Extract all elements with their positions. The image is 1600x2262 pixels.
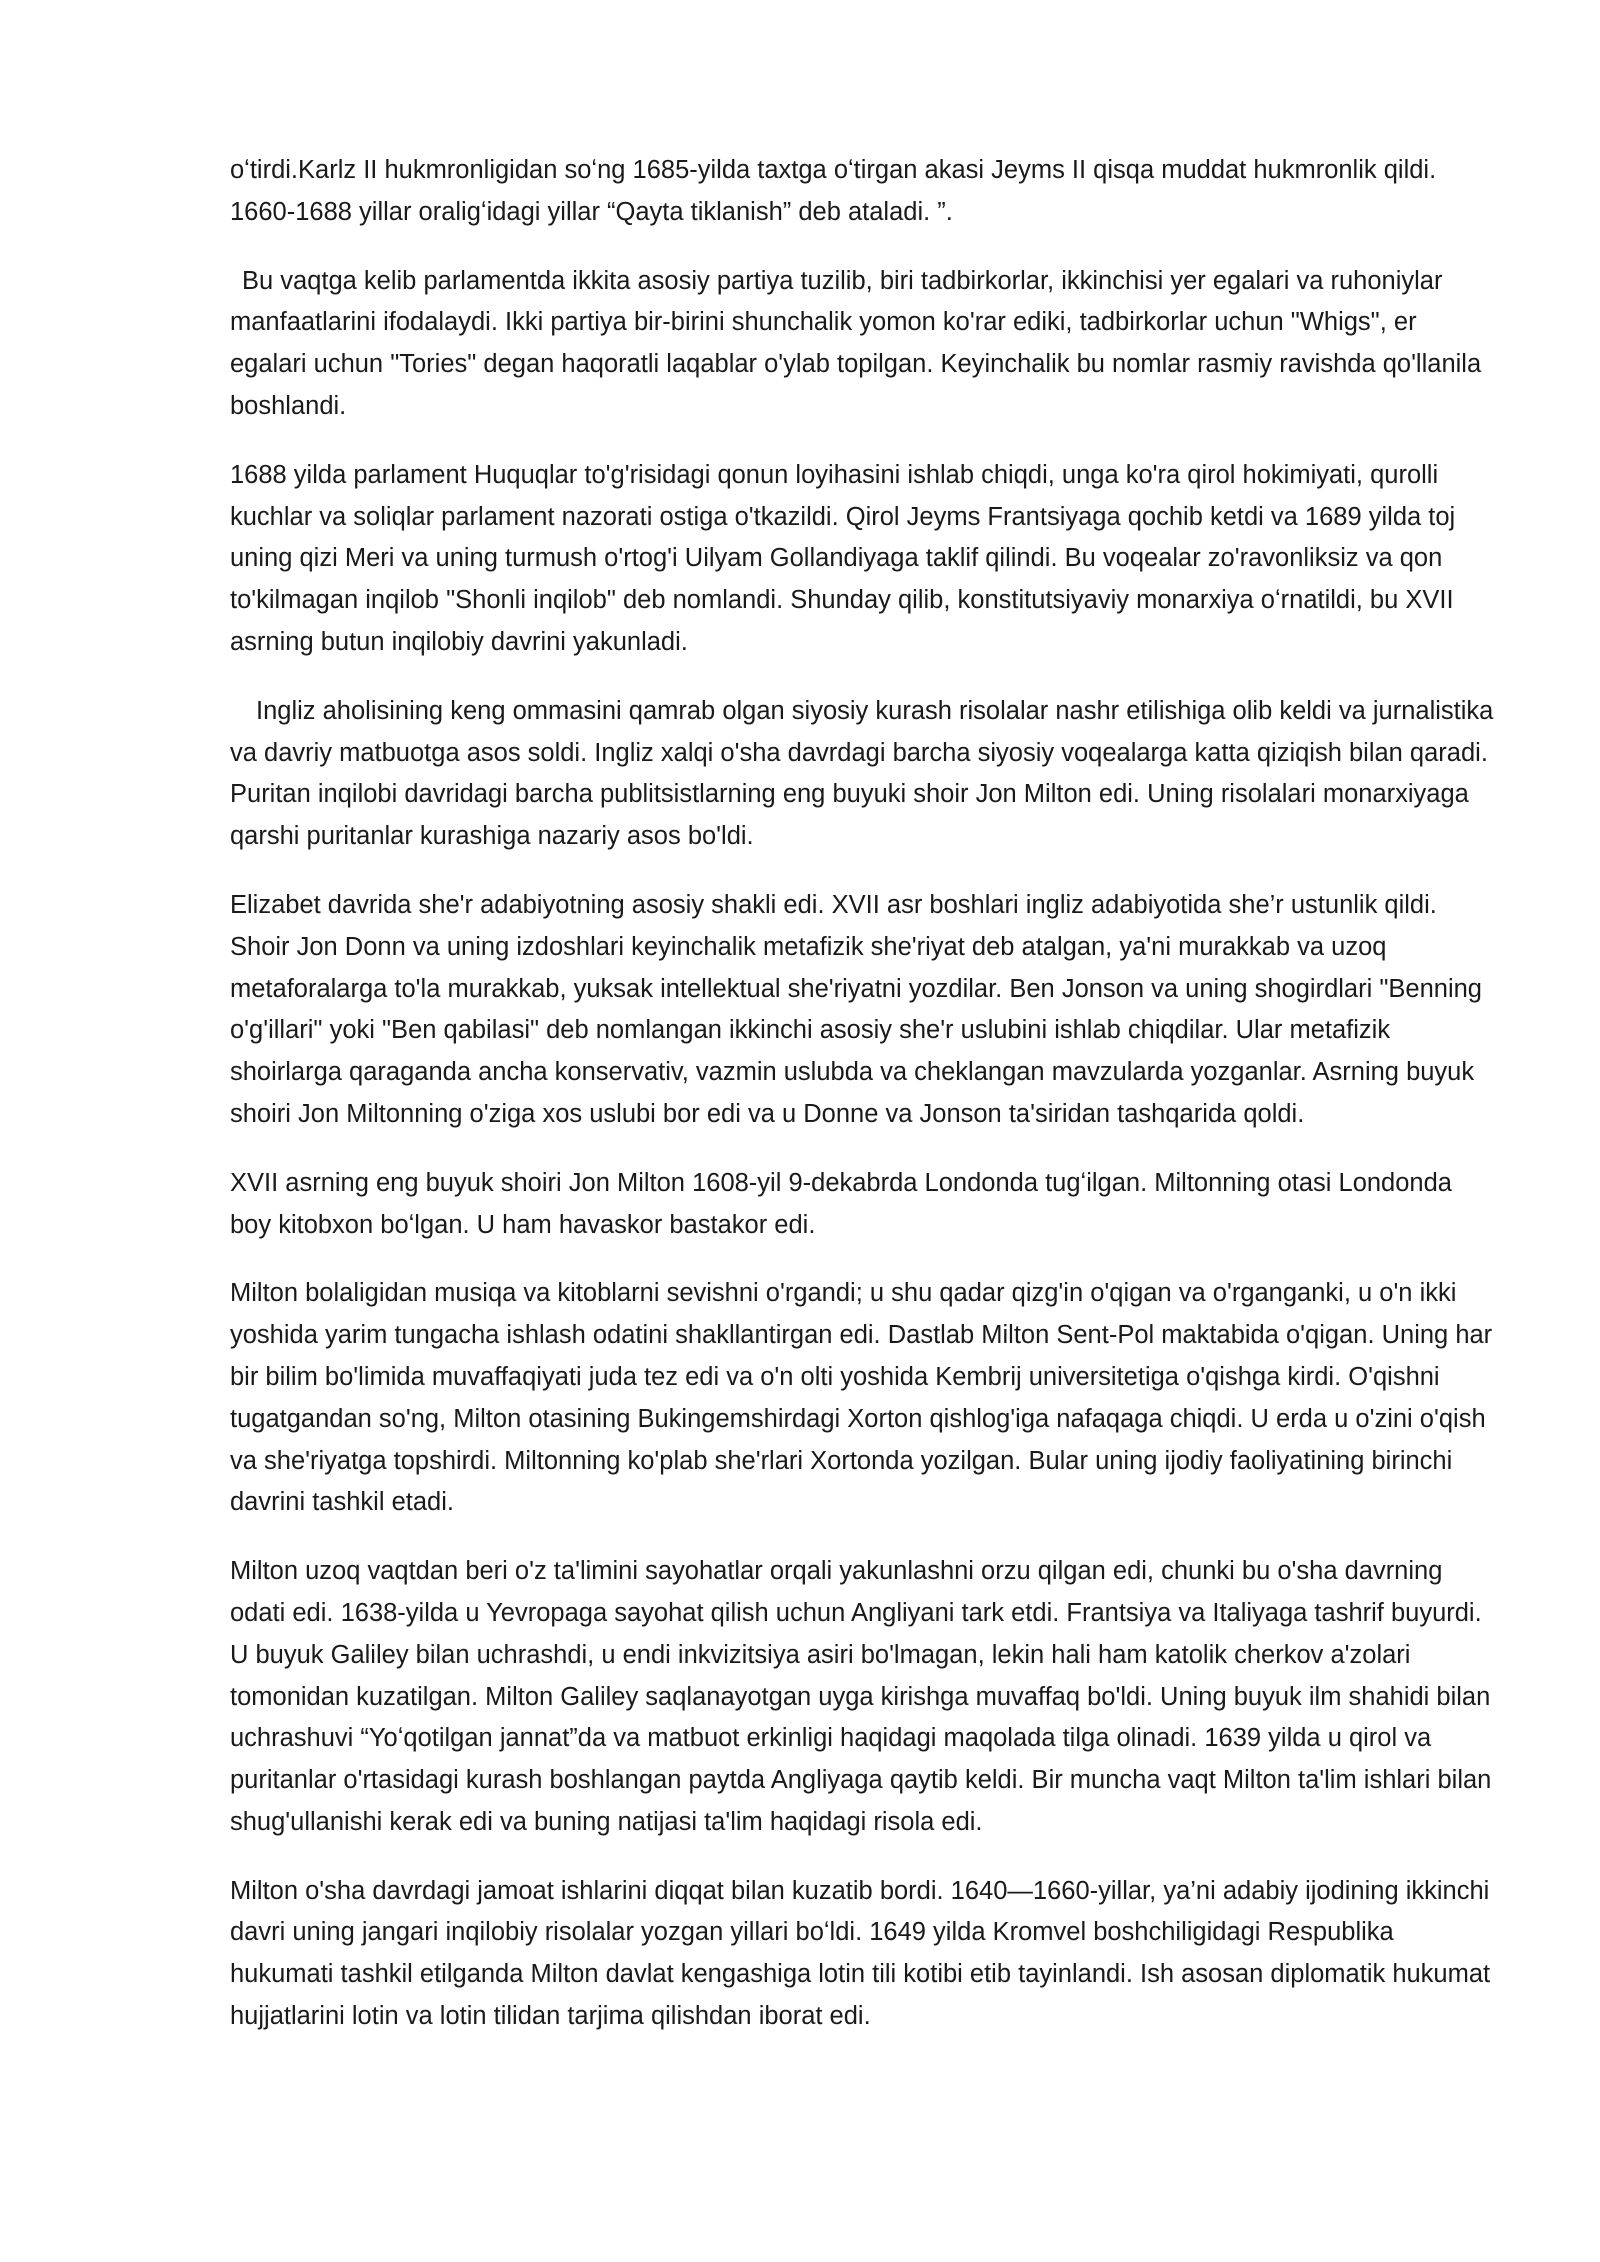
paragraph-parties: Bu vaqtga kelib parlamentda ikkita asosiy partiya tuzilib, biri tadbirkorlar, ikkinchisi yer egalari va ruhoniylar manfaatlarini ifodalaydi. Ikki partiya bir-birini shunchalik yomon ko'rar ediki, tadbirkorlar uchun "Whigs", er egalari uchun "Tories" degan haqoratli laqablar o'ylab topilgan. Keyinchalik bu nomlar rasmiy ravishda qo'llanila boshlandi. xyxy=(230,266,1482,420)
paragraph-milton-youth: Milton bolaligidan musiqa va kitoblarni sevishni o'rgandi; u shu qadar qizg'in o'qigan va o'rganganki, u o'n ikki yoshida yarim tungacha ishlash odatini shakllantirgan edi. Dastlab Milton Sent-Pol maktabida o'qigan. Uning har bir bilim bo'limida muvaffaqiyati juda tez edi va o'n olti yoshida Kembrij universitetiga o'qishga kirdi. O'qishni tugatgandan so'ng, Milton otasining Bukingemshirdagi Xorton qishlog'iga nafaqaga chiqdi. U erda u o'zini o'qish va she'riyatga topshirdi. Miltonning ko'plab she'rlari Xortonda yozilgan. Bular uning ijodiy faoliyatining birinchi davrini tashkil etadi. xyxy=(230,1279,1493,1517)
paragraph-restoration: oʻtirdi.Karlz II hukmronligidan soʻng 1685-yilda taxtga oʻtirgan akasi Jeyms II qisqa muddat hukmronlik qildi. 1660-1688 yillar oraligʻidagi yillar “Qayta tiklanish” deb ataladi. ”. xyxy=(230,156,1437,226)
paragraph-milton-travels: Milton uzoq vaqtdan beri o'z ta'limini sayohatlar orqali yakunlashni orzu qilgan edi, chunki bu o'sha davrning odati edi. 1638-yilda u Yevropaga sayohat qilish uchun Angliyani tark etdi. Frantsiya va Italiyaga tashrif buyurdi. U buyuk Galiley bilan uchrashdi, u endi inkvizitsiya asiri bo'lmagan, lekin hali ham katolik cherkov a'zolari tomonidan kuzatilgan. Milton Galiley saqlanayotgan uyga kirishga muvaffaq bo'ldi. Uning buyuk ilm shahidi bilan uchrashuvi “Yoʻqotilgan jannat”da va matbuot erkinligi haqidagi maqolada tilga olinadi. 1639 yilda u qirol va puritanlar o'rtasidagi kurash boshlangan paytda Angliyaga qaytib keldi. Bir muncha vaqt Milton ta'lim ishlari bilan shug'ullanishi kerak edi va buning natijasi ta'lim haqidagi risola edi. xyxy=(230,1557,1492,1836)
paragraph-political-pamphlets: Ingliz aholisining keng ommasini qamrab olgan siyosiy kurash risolalar nashr etilishiga olib keldi va jurnalistika va davriy matbuotga asos soldi. Ingliz xalqi o'sha davrdagi barcha siyosiy voqealarga katta qiziqish bilan qaradi. Puritan inqilobi davridagi barcha publitsistlarning eng buyuki shoir Jon Milton edi. Uning risolalari monarxiyaga qarshi puritanlar kurashiga nazariy asos bo'ldi. xyxy=(230,696,1494,851)
paragraph-milton-birth: XVII asrning eng buyuk shoiri Jon Milton 1608-yil 9-dekabrda Londonda tugʻilgan. Miltonning otasi Londonda boy kitobxon boʻlgan. U ham havaskor bastakor edi. xyxy=(230,1168,1452,1239)
paragraph-poetry: Elizabet davrida she'r adabiyotning asosiy shakli edi. XVII asr boshlari ingliz adabiyotida she’r ustunlik qildi. Shoir Jon Donn va uning izdoshlari keyinchalik metafizik she'riyat deb atalgan, ya'ni murakkab va uzoq metaforalarga to'la murakkab, yuksak intellektual she'riyatni yozdilar. Ben Jonson va uning shogirdlari "Benning o'g'illari" yoki "Ben qabilasi" deb nomlangan ikkinchi asosiy she'r uslubini ishlab chiqdilar. Ular metafizik shoirlarga qaraganda ancha konservativ, vazmin uslubda va cheklangan mavzularda yozganlar. Asrning buyuk shoiri Jon Miltonning o'ziga xos uslubi bor edi va u Donne va Jonson ta'siridan tashqarida qoldi. xyxy=(230,890,1482,1128)
paragraph-glorious-revolution: 1688 yilda parlament Huquqlar to'g'risidagi qonun loyihasini ishlab chiqdi, unga ko'ra qirol hokimiyati, qurolli kuchlar va soliqlar parlament nazorati ostiga o'tkazildi. Qirol Jeyms Frantsiyaga qochib ketdi va 1689 yilda toj uning qizi Meri va uning turmush o'rtog'i Uilyam Gollandiyaga taklif qilindi. Bu voqealar zo'ravonliksiz va qon to'kilmagan inqilob "Shonli inqilob" deb nomlandi. Shunday qilib, konstitutsiyaviy monarxiya oʻrnatildi, bu XVII asrning butun inqilobiy davrini yakunladi. xyxy=(230,460,1456,656)
paragraph-milton-public-work: Milton o'sha davrdagi jamoat ishlarini diqqat bilan kuzatib bordi. 1640—1660-yillar, ya’ni adabiy ijodining ikkinchi davri uning jangari inqilobiy risolalar yozgan yillari boʻldi. 1649 yilda Kromvel boshchiligidagi Respublika hukumati tashkil etilganda Milton davlat kengashiga lotin tili kotibi etib tayinlandi. Ish asosan diplomatik hukumat hujjatlarini lotin va lotin tilidan tarjima qilishdan iborat edi. xyxy=(230,1876,1491,2031)
document-page xyxy=(230,150,1500,2065)
